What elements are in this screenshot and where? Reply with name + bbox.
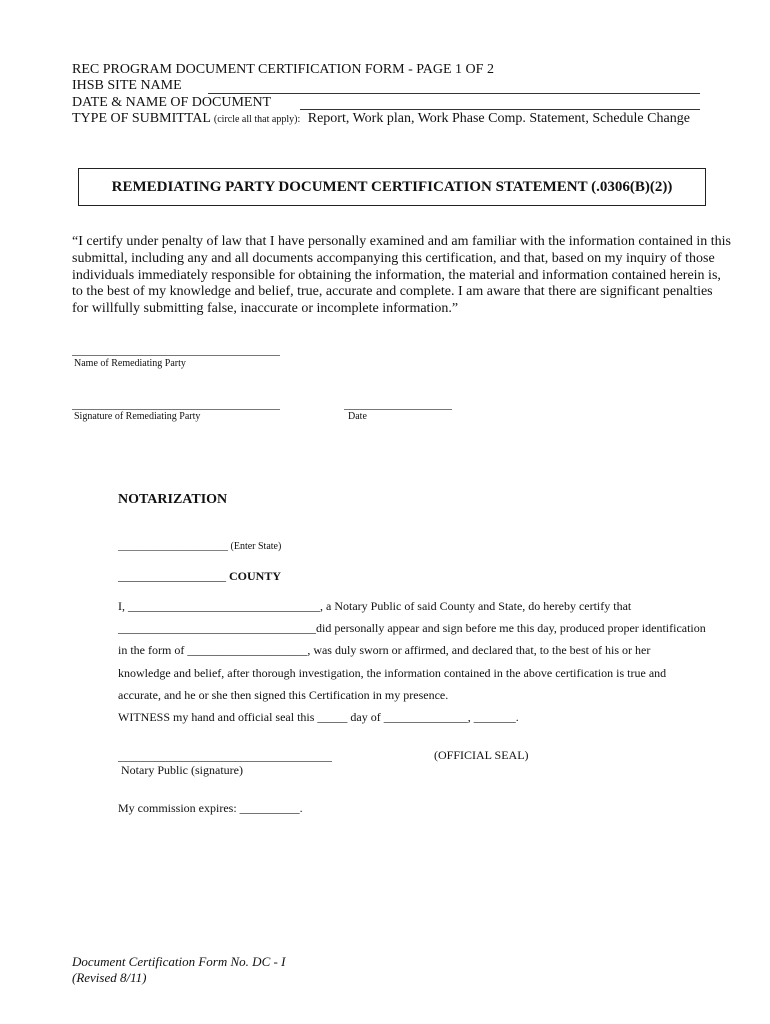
notary-line-5: accurate, and he or she then signed this Certification in my presence. bbox=[118, 688, 449, 702]
state-line[interactable]: ______________________ (Enter State) bbox=[118, 541, 282, 552]
submittal-hint: (circle all that apply): bbox=[213, 114, 301, 125]
statement-title: REMEDIATING PARTY DOCUMENT CERTIFICATION STATEMENT (.0306(B)(2)) bbox=[111, 178, 673, 195]
site-name-label: IHSB SITE NAME bbox=[72, 78, 182, 93]
form-number: Document Certification Form No. DC - I bbox=[72, 954, 286, 969]
official-seal-label: (OFFICIAL SEAL) bbox=[434, 748, 529, 762]
date-name-field[interactable] bbox=[300, 109, 700, 110]
date-label: Date bbox=[348, 411, 367, 422]
county-blank[interactable]: __________________ bbox=[118, 569, 226, 583]
submittal-label: TYPE OF SUBMITTAL bbox=[72, 111, 211, 126]
notary-line-2[interactable]: _________________________________did personally appear and sign before me this day, produced proper identification bbox=[118, 621, 706, 635]
statement-title-box bbox=[78, 168, 706, 206]
notarization-heading: NOTARIZATION bbox=[118, 492, 228, 507]
date-name-label: DATE & NAME OF DOCUMENT bbox=[72, 95, 272, 110]
signature-field[interactable] bbox=[72, 409, 280, 410]
witness-line[interactable]: WITNESS my hand and official seal this _____ day of ______________, _______. bbox=[118, 710, 519, 724]
name-label: Name of Remediating Party bbox=[74, 358, 186, 369]
submittal-type-row bbox=[72, 111, 690, 128]
form-title: REC PROGRAM DOCUMENT CERTIFICATION FORM - PAGE 1 OF 2 bbox=[72, 62, 494, 77]
date-field[interactable] bbox=[344, 409, 452, 410]
county-line bbox=[118, 569, 281, 584]
notary-line-4: knowledge and belief, after thorough investigation, the information contained in the above certification is true and bbox=[118, 666, 667, 680]
notary-line-3[interactable]: in the form of ____________________, was duly sworn or affirmed, and declared that, to the best of his or her bbox=[118, 643, 651, 657]
notary-signature-label: Notary Public (signature) bbox=[121, 763, 243, 777]
commission-expires[interactable]: My commission expires: __________. bbox=[118, 801, 303, 815]
notary-signature-field[interactable] bbox=[118, 761, 332, 762]
submittal-options[interactable]: Report, Work plan, Work Phase Comp. Statement, Schedule Change bbox=[307, 111, 690, 126]
revision-date: (Revised 8/11) bbox=[72, 970, 147, 985]
site-name-field[interactable] bbox=[208, 93, 700, 94]
signature-label: Signature of Remediating Party bbox=[74, 411, 201, 422]
notary-line-1[interactable]: I, ________________________________, a Notary Public of said County and State, do hereby certify that bbox=[118, 599, 632, 613]
certification-text: “I certify under penalty of law that I have personally examined and am familiar with the information contained in this submittal, including any and all documents accompanying this certification, and that, based on my inquiry of those individuals immediately responsible for obtaining the information, the material and information contained herein is, to the best of my knowledge and belief, true, accurate and complete. I am aware that there are significant penalties for willfully submitting false, inaccurate or incomplete information.” bbox=[72, 234, 731, 317]
county-label: COUNTY bbox=[229, 569, 282, 583]
name-field[interactable] bbox=[72, 355, 280, 356]
